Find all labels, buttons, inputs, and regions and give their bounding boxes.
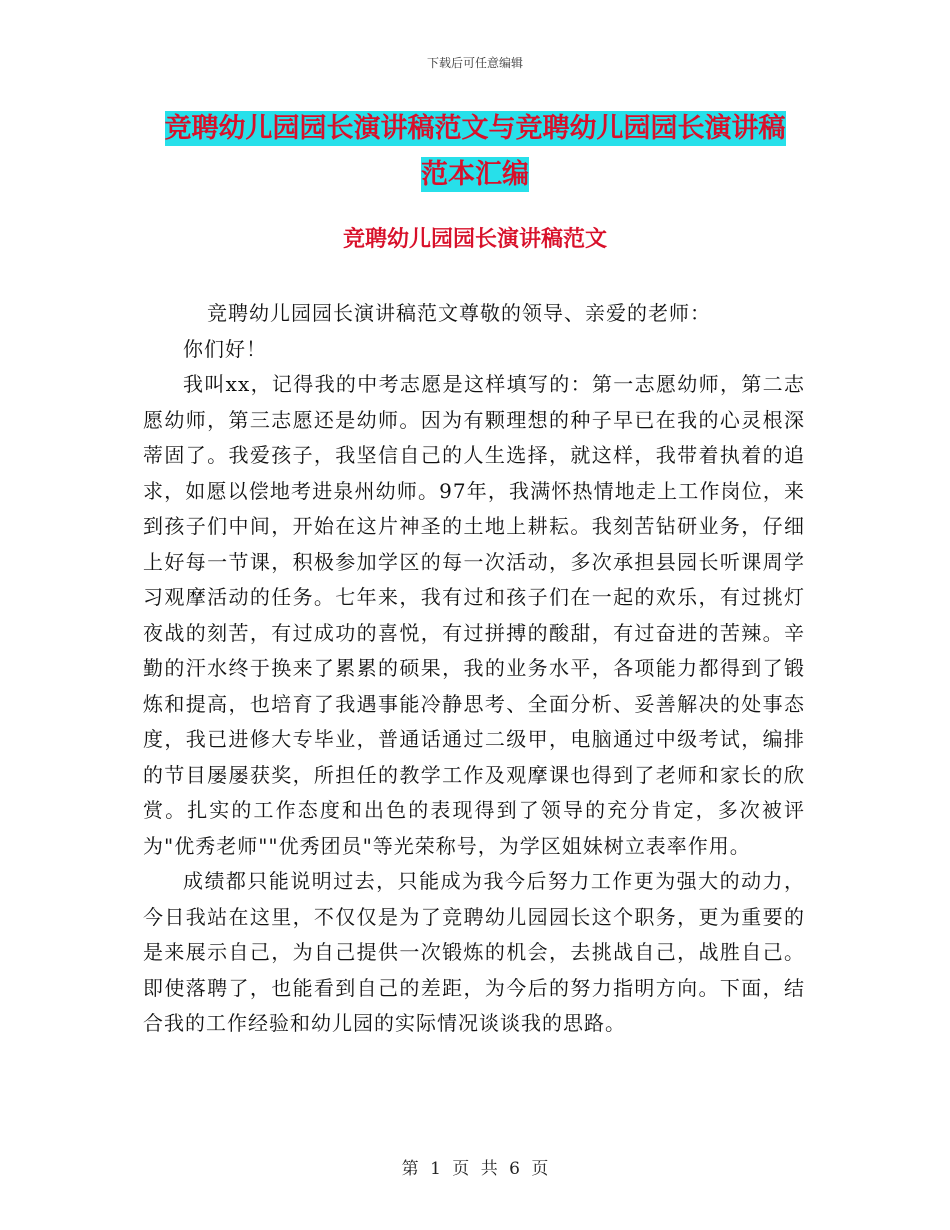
document-title-line-2: 范本汇编 xyxy=(421,159,529,190)
paragraph-motivation: 成绩都只能说明过去，只能成为我今后努力工作更为强大的动力，今日我站在这里，不仅仅是为了竞聘幼儿园园长这个职务，更为重要的是来展示自己，为自己提供一次锻炼的机会，去挑战自己，战胜自己。即使落聘了，也能看到自己的差距，为今后的努力指明方向。下面，结合我的工作经验和幼儿园的实际情况谈谈我的思路。 xyxy=(143,869,805,1035)
section-title: 竞聘幼儿园园长演讲稿范文 xyxy=(342,227,607,252)
paragraph-experience: 我叫xx，记得我的中考志愿是这样填写的：第一志愿幼师，第二志愿幼师，第三志愿还是幼师。因为有颗理想的种子早已在我的心灵根深蒂固了。我爱孩子，我坚信自己的人生选择，就这样，我带着执着的追求，如愿以偿地考进泉州幼师。97年，我满怀热情地走上工作岗位，来到孩子们中间，开始在这片神圣的土地上耕耘。我刻苦钻研业务，仔细上好每一节课，积极参加学区的每一次活动，多次承担县园长听课周学习观摩活动的任务。七年来，我有过和孩子们在一起的欢乐，有过挑灯夜战的刻苦，有过成功的喜悦，有过拼搏的酸甜，有过奋进的苦辣。辛勤的汗水终于换来了累累的硕果，我的业务水平，各项能力都得到了锻炼和提高，也培育了我遇事能冷静思考、全面分析、妥善解决的处事态度，我已进修大专毕业，普通话通过二级甲，电脑通过中级考试，编排的节目屡屡获奖，所担任的教学工作及观摩课也得到了老师和家长的欣赏。扎实的工作态度和出色的表现得到了领导的充分肯定，多次被评为"优秀老师""优秀团员"等光荣称号，为学区姐妹树立表率作用。 xyxy=(143,372,805,858)
header-note: 下载后可任意编辑 xyxy=(426,56,523,70)
document-title xyxy=(150,106,800,198)
page-number-footer: 第 1 页 共 6 页 xyxy=(401,1159,549,1179)
paragraph-greeting: 你们好！ xyxy=(183,336,267,361)
paragraph-salutation: 竞聘幼儿园园长演讲稿范文尊敬的领导、亲爱的老师： xyxy=(207,301,711,325)
document-title-line-1: 竞聘幼儿园园长演讲稿范文与竞聘幼儿园园长演讲稿 xyxy=(164,113,786,144)
body-text xyxy=(143,296,805,1042)
